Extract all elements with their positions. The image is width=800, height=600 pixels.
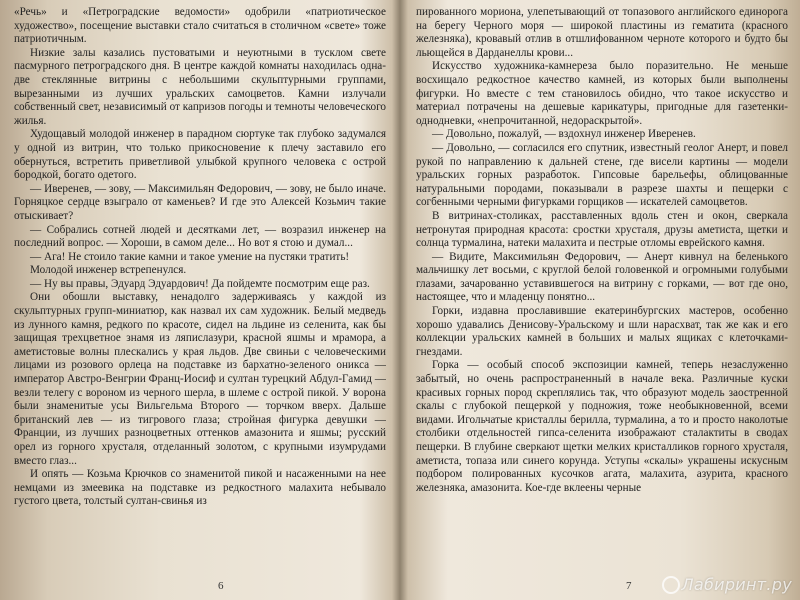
left-page-text	[14, 6, 386, 509]
paragraph: — Собрались сотней людей и десятками лет, — возразил инженер на последний вопрос. — Хороши, в самом деле... Но вот я стою и думал...	[14, 223, 386, 250]
watermark-text: Лабиринт.ру	[681, 574, 792, 594]
paragraph: Худощавый молодой инженер в парадном сюртуке так глубоко задумался у одной из витрин, что только прикосновение к плечу заставило его обернуться, встретить приветливой улыбкой крупного человека с острой бородкой, богато одетого.	[14, 128, 386, 182]
watermark-logo	[662, 575, 792, 595]
paragraph: — Иверенев, — зову, — Максимильян Федорович, — зову, не было иначе. Горняцкое сердце взыграло от каменьев? И где это Алексей Козьмич такие отыскивает?	[14, 182, 386, 222]
paragraph: Они обошли выставку, ненадолго задерживаясь у каждой из скульптурных групп-миниатюр, как назвал их сам художник. Белый медведь из лунного камня, редкого по красоте, сидел на льдине из селенита, как бы защищая трехцветное знамя из ляпислазури, красной яшмы и мрамора, а аметистовые волны плескались у края льдов. Две свиньи с человеческими лицами из розового орлеца на подставке из бархатно-зеленого оникса — император Австро-Венгрии Франц-Иосиф и султан турецкий Абдул-Гамид — везли телегу с вороном из черного шерла, в шлеме с острой пикой. У ворона были знаменитые усы Вильгельма Второго — торчком вверх. Дальше британский лев — из тигрового глаза; стройная фигурка девушки — Франции, из лучших разноцветных оттенков амазонита и яшмы; русский орел из горного хрусталя, отделанный золотом, с крупными изумрудами вместо глаз...	[14, 291, 386, 467]
right-page-number: 7	[626, 580, 632, 593]
paragraph: — Видите, Максимильян Федорович, — Анерт кивнул на беленького мальчишку лет восьми, с круглой белой головенкой и огромными голубыми глазами, зачарованно уставившегося на витрину с горками, — вот где оно, настоящее, что и младенцу понятно...	[416, 250, 788, 304]
paragraph: пированного мориона, улепетывающий от топазового английского единорога на берегу Черного моря — широкой пластины из гематита (красного железняка), кровавый отлив в отшлифованном черноте которого и будто бы льющейся в Дарданеллы крови...	[416, 6, 788, 59]
paragraph: — Довольно, пожалуй, — вздохнул инженер Иверенев.	[432, 128, 696, 141]
labirint-logo-icon	[662, 576, 680, 594]
paragraph: Искусство художника-камнереза было поразительно. Не меньше восхищало редкостное качество камней, из которых были выполнены фигурки. Но вместе с тем становилось обидно, что такое искусство и материал потрачены на дешевые карикатуры, пригодные для газетенки-однодневки, «непрочитанной, недораскрытой».	[416, 60, 788, 127]
paragraph: Горка — особый способ экспозиции камней, теперь незаслуженно забытый, но очень распространенный в начале века. Различные куски красивых горных пород скреплялись так, что образуют модель заостренной скалы с глубокой пещеркой у подножия, тоже необыкновенной, всеми видами. Игольчатые кристаллы берилла, турмалина, а то и просто наколотые столбики отдельностей гипса-селенита изображают сталактиты в сводах пещерки. В глубине сверкают щетки мелких кристалликов горного хрусталя, аметиста, топаза или синего корунда. Уступы «скалы» украшены искусным подбором полированных кусочков агата, малахита, азурита, красного железняка, амазонита. Кое-где вклеены черные	[416, 359, 788, 494]
paragraph: — Довольно, — согласился его спутник, известный геолог Анерт, и повел рукой по направлению к дальней стене, где висели картины — модели уральских горных разработок. Гипсовые барельефы, облицованные натуральными породами, показывали в разрезе шахты и пещерки с согбенными черными фигурками горщиков — искателей самоцветов.	[416, 141, 788, 209]
right-page	[416, 6, 788, 596]
right-page-text	[416, 6, 788, 495]
left-page	[14, 6, 386, 596]
paragraph: Молодой инженер встрепенулся.	[30, 264, 187, 277]
paragraph: Горки, издавна прославившие екатеринбургских мастеров, особенно хорошо удавались Денисову-Уральскому и шли нарасхват, так же как и его коллекции уральских камней в больших и малых ящиках с клеточками-гнездами.	[416, 305, 788, 358]
left-page-number: 6	[218, 580, 224, 593]
paragraph: Низкие залы казались пустоватыми и неуютными в тусклом свете пасмурного петроградского дня. В центре каждой комнаты находилась одна-две стеклянные витрины с небольшими скульптурными группами, вырезанными из лучших уральских самоцветов. Камни излучали собственный свет, независимый от капризов погоды и темноты человеческого жилья.	[14, 46, 386, 127]
paragraph: И опять — Козьма Крючков со знаменитой пикой и насаженными на нее немцами из змеевика на подставке из редкостного малахита небывало густого цвета, толстый султан-свинья из	[14, 468, 386, 508]
paragraph: В витринах-столиках, расставленных вдоль стен и окон, сверкала нетронутая природная красота: сростки хрусталя, друзы аметиста, щетки и солнца турмалина, натеки малахита и пестрые отломы еврейского камня.	[416, 209, 788, 250]
paragraph: «Речь» и «Петроградские ведомости» одобрили «патриотическое художество», посещение выставки стало считаться в столичном «свете» тоже патриотичным.	[14, 6, 386, 46]
paragraph: — Ну вы правы, Эдуард Эдуардович! Да пойдемте посмотрим еще раз.	[30, 277, 370, 290]
paragraph: — Ага! Не стоило такие камни и такое умение на пустяки тратить!	[30, 250, 350, 263]
